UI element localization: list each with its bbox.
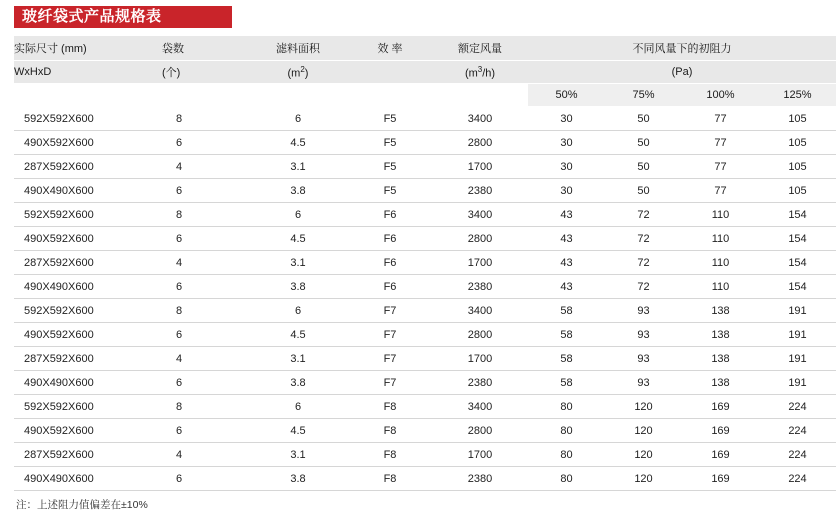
- header-bags: 袋数: [162, 36, 248, 61]
- cell-area: 6: [248, 395, 348, 419]
- table-header-row-1: [14, 36, 836, 61]
- cell-p100: 77: [682, 107, 759, 131]
- table-row: [14, 131, 836, 155]
- header-spacer-size: [14, 84, 162, 107]
- cell-area: 4.5: [248, 131, 348, 155]
- cell-p75: 50: [605, 131, 682, 155]
- cell-p75: 50: [605, 155, 682, 179]
- cell-p100: 77: [682, 131, 759, 155]
- cell-p100: 169: [682, 443, 759, 467]
- cell-airflow: 1700: [432, 251, 528, 275]
- table-row: [14, 443, 836, 467]
- cell-p50: 80: [528, 395, 605, 419]
- table-row: [14, 323, 836, 347]
- cell-size: 490X490X600: [14, 371, 162, 395]
- cell-p50: 30: [528, 179, 605, 203]
- cell-efficiency: F7: [348, 299, 432, 323]
- table-row: [14, 275, 836, 299]
- cell-area: 3.8: [248, 179, 348, 203]
- cell-airflow: 2380: [432, 179, 528, 203]
- cell-airflow: 2800: [432, 419, 528, 443]
- cell-p50: 58: [528, 371, 605, 395]
- cell-p75: 93: [605, 323, 682, 347]
- cell-efficiency: F6: [348, 227, 432, 251]
- cell-bags: 6: [162, 227, 248, 251]
- cell-p75: 50: [605, 107, 682, 131]
- airflow-unit-exponent: 3: [477, 64, 483, 74]
- cell-area: 6: [248, 107, 348, 131]
- cell-efficiency: F5: [348, 179, 432, 203]
- cell-p50: 58: [528, 347, 605, 371]
- cell-p125: 224: [759, 395, 836, 419]
- cell-p75: 72: [605, 275, 682, 299]
- cell-p100: 110: [682, 251, 759, 275]
- cell-p50: 58: [528, 323, 605, 347]
- cell-p125: 191: [759, 323, 836, 347]
- cell-size: 592X592X600: [14, 299, 162, 323]
- cell-efficiency: F8: [348, 419, 432, 443]
- cell-size: 490X592X600: [14, 227, 162, 251]
- header-airflow: 额定风量: [432, 36, 528, 61]
- cell-p100: 110: [682, 275, 759, 299]
- cell-bags: 8: [162, 203, 248, 227]
- header-area-unit: $(m^2)$: [248, 61, 348, 84]
- cell-p50: 30: [528, 155, 605, 179]
- cell-p50: 43: [528, 227, 605, 251]
- cell-bags: 6: [162, 131, 248, 155]
- cell-efficiency: F8: [348, 467, 432, 491]
- table-footnote: 注：上述阻力值偏差在±10%: [16, 499, 148, 511]
- header-spacer-efficiency: [348, 84, 432, 107]
- table-header-row-2: [14, 61, 836, 84]
- cell-p50: 80: [528, 443, 605, 467]
- table-row: [14, 395, 836, 419]
- table-row: [14, 347, 836, 371]
- cell-bags: 8: [162, 107, 248, 131]
- cell-bags: 6: [162, 323, 248, 347]
- table-header-row-3: [14, 84, 836, 107]
- specification-table: [14, 36, 836, 491]
- cell-p50: 80: [528, 467, 605, 491]
- cell-airflow: 2800: [432, 131, 528, 155]
- cell-bags: 8: [162, 299, 248, 323]
- cell-area: 3.1: [248, 251, 348, 275]
- cell-p125: 154: [759, 203, 836, 227]
- cell-p75: 120: [605, 395, 682, 419]
- cell-size: 490X490X600: [14, 467, 162, 491]
- cell-p125: 105: [759, 107, 836, 131]
- cell-area: 4.5: [248, 419, 348, 443]
- cell-efficiency: F5: [348, 107, 432, 131]
- cell-efficiency: F5: [348, 155, 432, 179]
- cell-p100: 110: [682, 227, 759, 251]
- header-efficiency-blank: [348, 61, 432, 84]
- cell-size: 287X592X600: [14, 443, 162, 467]
- cell-p125: 105: [759, 179, 836, 203]
- cell-area: 3.1: [248, 155, 348, 179]
- cell-p100: 169: [682, 467, 759, 491]
- cell-size: 592X592X600: [14, 203, 162, 227]
- cell-p50: 30: [528, 131, 605, 155]
- table-row: [14, 467, 836, 491]
- header-pct-125: 125%: [759, 84, 836, 107]
- cell-p75: 120: [605, 419, 682, 443]
- cell-size: 287X592X600: [14, 347, 162, 371]
- cell-bags: 4: [162, 251, 248, 275]
- table-row: [14, 203, 836, 227]
- cell-bags: 8: [162, 395, 248, 419]
- header-resistance-group: 不同风量下的初阻力: [528, 36, 836, 61]
- header-airflow-unit: $(m^3/h)$: [432, 61, 528, 84]
- table-row: [14, 107, 836, 131]
- cell-bags: 6: [162, 179, 248, 203]
- cell-bags: 6: [162, 467, 248, 491]
- header-resistance-unit: (Pa): [528, 61, 836, 84]
- cell-p100: 138: [682, 347, 759, 371]
- cell-p100: 169: [682, 395, 759, 419]
- cell-bags: 4: [162, 347, 248, 371]
- header-size: 实际尺寸 (mm): [14, 36, 162, 61]
- cell-airflow: 2380: [432, 467, 528, 491]
- header-pct-75: 75%: [605, 84, 682, 107]
- cell-p125: 224: [759, 467, 836, 491]
- cell-size: 287X592X600: [14, 251, 162, 275]
- cell-efficiency: F7: [348, 371, 432, 395]
- cell-p100: 138: [682, 323, 759, 347]
- cell-p75: 72: [605, 203, 682, 227]
- cell-p75: 72: [605, 251, 682, 275]
- cell-p125: 191: [759, 347, 836, 371]
- cell-p50: 80: [528, 419, 605, 443]
- cell-size: 490X490X600: [14, 179, 162, 203]
- cell-bags: 4: [162, 443, 248, 467]
- cell-p100: 138: [682, 371, 759, 395]
- cell-airflow: 3400: [432, 203, 528, 227]
- cell-p50: 43: [528, 275, 605, 299]
- table-row: [14, 419, 836, 443]
- cell-p50: 43: [528, 251, 605, 275]
- cell-area: 6: [248, 203, 348, 227]
- cell-p50: 43: [528, 203, 605, 227]
- table-row: [14, 179, 836, 203]
- cell-size: 592X592X600: [14, 107, 162, 131]
- cell-size: 592X592X600: [14, 395, 162, 419]
- cell-bags: 6: [162, 419, 248, 443]
- cell-p100: 77: [682, 155, 759, 179]
- document-page: [0, 6, 812, 511]
- cell-p100: 77: [682, 179, 759, 203]
- cell-area: 6: [248, 299, 348, 323]
- cell-p75: 72: [605, 227, 682, 251]
- cell-size: 490X490X600: [14, 275, 162, 299]
- table-row: [14, 371, 836, 395]
- cell-efficiency: F6: [348, 275, 432, 299]
- cell-airflow: 2380: [432, 371, 528, 395]
- cell-p100: 110: [682, 203, 759, 227]
- table-row: [14, 299, 836, 323]
- cell-p125: 224: [759, 443, 836, 467]
- cell-bags: 6: [162, 371, 248, 395]
- cell-p125: 105: [759, 155, 836, 179]
- cell-area: 3.8: [248, 275, 348, 299]
- header-pct-100: 100%: [682, 84, 759, 107]
- cell-airflow: 2380: [432, 275, 528, 299]
- cell-bags: 4: [162, 155, 248, 179]
- table-row: [14, 227, 836, 251]
- cell-efficiency: F7: [348, 347, 432, 371]
- cell-p125: 224: [759, 419, 836, 443]
- cell-p125: 154: [759, 251, 836, 275]
- cell-p75: 93: [605, 347, 682, 371]
- cell-airflow: 3400: [432, 299, 528, 323]
- cell-p125: 105: [759, 131, 836, 155]
- header-spacer-area: [248, 84, 348, 107]
- cell-airflow: 3400: [432, 107, 528, 131]
- area-unit-exponent: 2: [300, 64, 305, 74]
- cell-airflow: 2800: [432, 227, 528, 251]
- cell-p75: 93: [605, 299, 682, 323]
- cell-efficiency: F8: [348, 443, 432, 467]
- cell-size: 490X592X600: [14, 131, 162, 155]
- cell-bags: 6: [162, 275, 248, 299]
- cell-efficiency: F6: [348, 203, 432, 227]
- cell-p75: 120: [605, 467, 682, 491]
- cell-p50: 58: [528, 299, 605, 323]
- header-efficiency: 效 率: [348, 36, 432, 61]
- header-area: 滤料面积: [248, 36, 348, 61]
- cell-airflow: 1700: [432, 443, 528, 467]
- cell-airflow: 3400: [432, 395, 528, 419]
- cell-area: 3.1: [248, 347, 348, 371]
- cell-size: 490X592X600: [14, 323, 162, 347]
- table-row: [14, 251, 836, 275]
- page-title: 玻纤袋式产品规格表: [22, 8, 162, 25]
- cell-p100: 169: [682, 419, 759, 443]
- cell-p125: 154: [759, 275, 836, 299]
- cell-airflow: 1700: [432, 155, 528, 179]
- cell-size: 490X592X600: [14, 419, 162, 443]
- cell-efficiency: F6: [348, 251, 432, 275]
- header-pct-50: 50%: [528, 84, 605, 107]
- cell-p75: 93: [605, 371, 682, 395]
- cell-airflow: 2800: [432, 323, 528, 347]
- cell-efficiency: F5: [348, 131, 432, 155]
- cell-efficiency: F7: [348, 323, 432, 347]
- cell-size: 287X592X600: [14, 155, 162, 179]
- cell-p75: 50: [605, 179, 682, 203]
- cell-area: 3.1: [248, 443, 348, 467]
- table-row: [14, 155, 836, 179]
- cell-area: 4.5: [248, 323, 348, 347]
- cell-airflow: 1700: [432, 347, 528, 371]
- cell-p125: 191: [759, 299, 836, 323]
- header-size-sub: WxHxD: [14, 61, 162, 84]
- header-bags-unit: (个): [162, 61, 248, 84]
- cell-area: 4.5: [248, 227, 348, 251]
- cell-p125: 191: [759, 371, 836, 395]
- cell-p100: 138: [682, 299, 759, 323]
- cell-efficiency: F8: [348, 395, 432, 419]
- title-banner: [14, 6, 736, 32]
- cell-area: 3.8: [248, 371, 348, 395]
- header-spacer-bags: [162, 84, 248, 107]
- cell-p75: 120: [605, 443, 682, 467]
- cell-p125: 154: [759, 227, 836, 251]
- cell-p50: 30: [528, 107, 605, 131]
- header-spacer-airflow: [432, 84, 528, 107]
- cell-area: 3.8: [248, 467, 348, 491]
